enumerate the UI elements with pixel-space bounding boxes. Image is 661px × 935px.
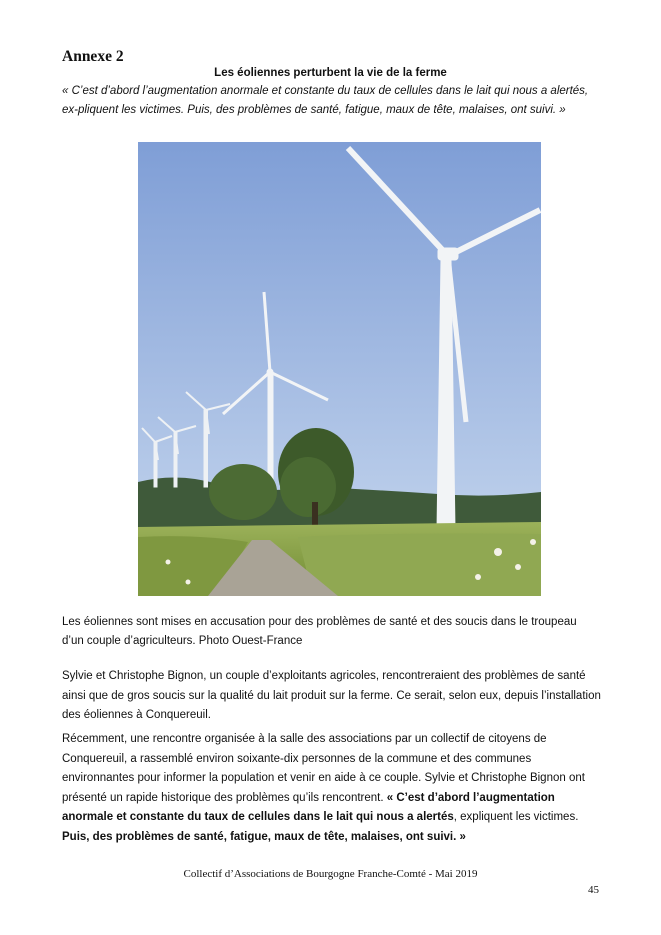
paragraph-2 xyxy=(62,730,602,847)
paragraph-2-bold-quote: « C’est d’abord l’augmentation anormale et constante du taux de cellules dans le lait qui nous a alertés xyxy=(62,791,555,823)
annex-heading: Annexe 2 xyxy=(62,48,124,65)
page-footer: Collectif d’Associations de Bourgogne Franche-Comté - Mai 2019 xyxy=(183,868,478,880)
paragraph-2-bold-quote-2: Puis, des problèmes de santé, fatigue, maux de tête, malaises, ont suivi. » xyxy=(62,830,466,843)
article-title: Les éoliennes perturbent la vie de la ferme xyxy=(214,67,447,79)
paragraph-1: Sylvie et Christophe Bignon, un couple d’exploitants agricoles, rencontreraient des problèmes de santé ainsi que de gros soucis sur la qualité du lait produit sur la ferme. Ce serait, selon eux, depuis l’installation des éoliennes à Conquereuil. xyxy=(62,670,601,721)
page-number: 45 xyxy=(588,884,599,896)
paragraph-2-text: Récemment, une rencontre organisée à la salle des associations par un collectif de citoyens de Conquereuil, a rassemblé environ soixante-dix personnes de la commune et des communes environnantes pour informer la population et venir en aide à ce couple. Sylvie et Christophe Bignon ont présenté un rapide historique des problèmes qu’ils rencontrent. xyxy=(62,733,585,804)
paragraph-2-text-2: , expliquent les victimes. xyxy=(453,811,579,823)
photo-caption: Les éoliennes sont mises en accusation pour des problèmes de santé et des soucis dans le troupeau d’un couple d’agriculteurs. Photo Ouest-France xyxy=(62,616,577,647)
article-quote: « C’est d’abord l’augmentation anormale et constante du taux de cellules dans le lait qui nous a alertés, ex-pliquent les victimes. Puis, des problèmes de santé, fatigue, maux de tête, malaises, ont suivi. » xyxy=(62,85,589,116)
wind-turbine-photo xyxy=(138,142,541,596)
